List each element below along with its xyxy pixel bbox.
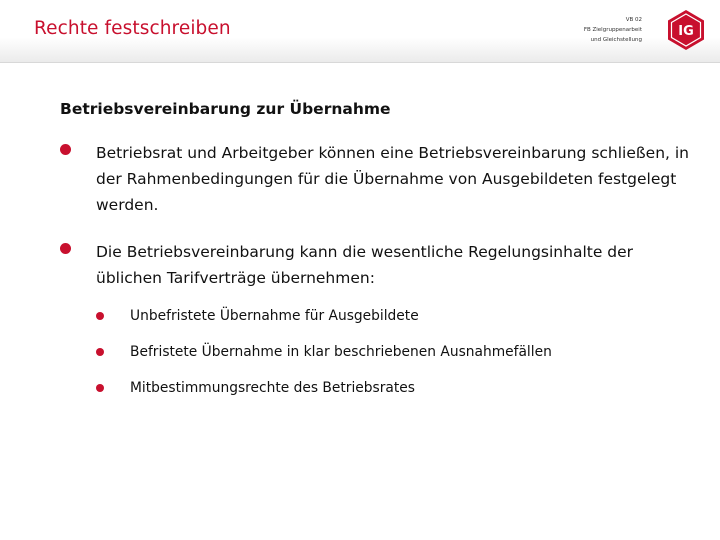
slide-header (0, 0, 720, 63)
header-info (584, 15, 642, 45)
section-heading: Betriebsvereinbarung zur Übernahme (60, 100, 391, 118)
sub-bullet-text: Mitbestimmungsrechte des Betriebsrates (130, 380, 415, 396)
sub-bullet-text: Unbefristete Übernahme für Ausgebildete (130, 308, 419, 324)
header-info-line: FB Zielgruppenarbeit (583, 27, 642, 33)
header-info-line: und Gleichstellung (590, 37, 642, 43)
sub-bullet-item (96, 379, 696, 399)
bullet-text: Die Betriebsvereinbarung kann die wesentliche Regelungsinhalte der üblichen Tarifverträge übernehmen: (96, 243, 634, 287)
ig-metall-logo-icon (664, 8, 708, 52)
logo-text: IG (678, 24, 694, 39)
sub-bullet-dot-icon (96, 348, 104, 356)
header-info-line: VB 02 (625, 17, 642, 23)
bullet-dot-icon (60, 144, 71, 155)
sub-bullet-dot-icon (96, 312, 104, 320)
sub-bullet-dot-icon (96, 384, 104, 392)
bullet-text: Betriebsrat und Arbeitgeber können eine Betriebsvereinbarung schließen, in der Rahmenbedingungen für die Übernahme von Ausgebildeten festgelegt werden. (96, 144, 690, 214)
sub-bullet-item (96, 343, 696, 363)
bullet-dot-icon (60, 243, 71, 254)
sub-bullet-text: Befristete Übernahme in klar beschriebenen Ausnahmefällen (130, 344, 552, 360)
sub-bullet-item (96, 307, 696, 327)
slide-title: Rechte festschreiben (34, 18, 231, 39)
